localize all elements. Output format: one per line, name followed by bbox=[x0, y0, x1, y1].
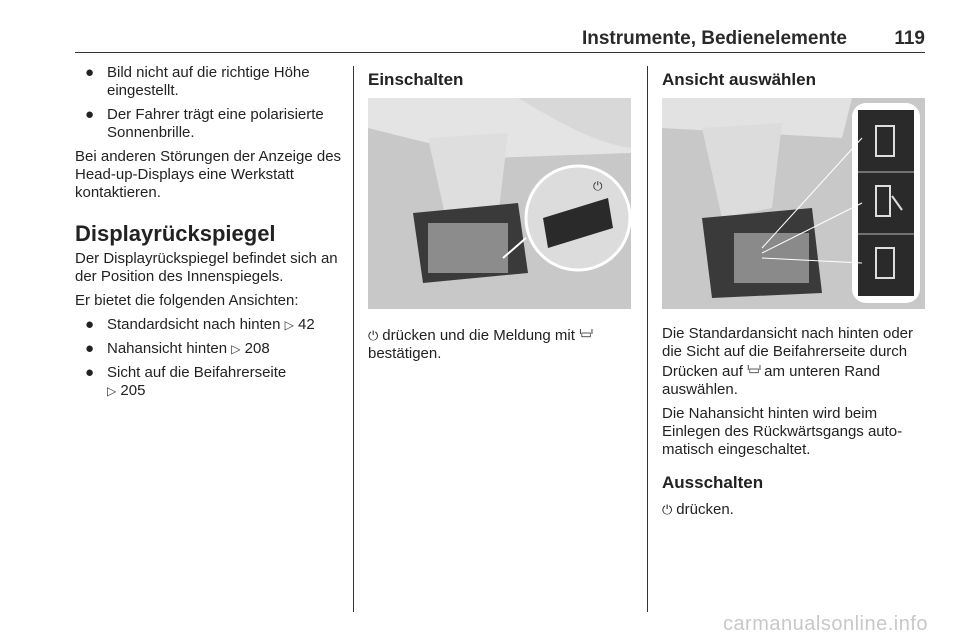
bullet-icon: ● bbox=[85, 340, 95, 357]
standard-text-1: Die Standardansicht nach hinten oder die Sicht auf die Beifahrerseite durch Drücken auf bbox=[662, 325, 914, 380]
power-icon: ⏻ bbox=[368, 328, 379, 343]
bullet-icon: ● bbox=[85, 364, 95, 381]
reference-arrow-icon: ▷ bbox=[231, 342, 241, 356]
paragraph-einschalten bbox=[368, 325, 638, 363]
standard-text-2: am unteren Rand auswählen. bbox=[662, 363, 881, 398]
mirror-views-illustration bbox=[662, 98, 925, 309]
heading-ausschalten: Ausschalten bbox=[662, 473, 764, 492]
page-reference[interactable] bbox=[285, 316, 315, 333]
watermark: carmanualsonline.info bbox=[722, 613, 928, 635]
column-middle bbox=[368, 64, 638, 369]
reference-page: 42 bbox=[298, 316, 315, 333]
section-title: Instrumente, Bedienelemente bbox=[581, 28, 847, 49]
column-divider-2 bbox=[647, 66, 648, 612]
paragraph-stoerungen: Bei anderen Störungen der Anzeige des Head-up-Displays eine Werkstatt kontaktieren. bbox=[75, 148, 342, 201]
einschalten-text-1: drücken und die Meldung mit bbox=[382, 327, 575, 344]
column-divider-1 bbox=[353, 66, 354, 612]
column-right bbox=[662, 64, 928, 525]
column-left bbox=[75, 64, 345, 406]
view-label: Standardsicht nach hinten bbox=[107, 316, 281, 333]
reference-page: 205 bbox=[120, 382, 146, 399]
reference-arrow-icon: ▷ bbox=[107, 384, 117, 398]
paragraph-nahansicht: Die Nahansicht hinten wird beim Einlegen des Rückwärtsgangs automatisch eingeschaltet. bbox=[662, 405, 903, 458]
screen-button-icon: ᑊ▭ᑊ bbox=[579, 327, 593, 341]
view-item-nahansicht bbox=[75, 340, 345, 358]
bullet-item bbox=[75, 106, 345, 142]
view-item-beifahrerseite bbox=[75, 364, 345, 400]
figure-mirror-power-button bbox=[368, 98, 631, 309]
view-label: Nahansicht hinten bbox=[107, 340, 228, 357]
paragraph-ansichten: Er bietet die folgenden Ansichten: bbox=[75, 292, 299, 309]
einschalten-text-2: bestätigen. bbox=[368, 345, 442, 362]
view-item-standard bbox=[75, 316, 345, 334]
header-rule bbox=[75, 52, 925, 53]
page-reference[interactable] bbox=[231, 340, 269, 357]
view-label: Sicht auf die Beifahrerseite bbox=[107, 364, 287, 381]
heading-displayrueckspiegel: Displayrückspiegel bbox=[75, 221, 276, 246]
bullet-icon: ● bbox=[85, 64, 95, 81]
ausschalten-text: drücken. bbox=[676, 501, 734, 518]
page-number: 119 bbox=[894, 28, 925, 49]
power-icon: ⏻ bbox=[662, 502, 673, 517]
bullet-text: Der Fahrer trägt eine polarisierte Sonnenbrille. bbox=[107, 106, 324, 141]
reference-arrow-icon: ▷ bbox=[284, 318, 294, 332]
page-header bbox=[75, 22, 925, 48]
svg-text:⏻: ⏻ bbox=[593, 179, 603, 193]
reference-page: 208 bbox=[244, 340, 270, 357]
bullet-text: Bild nicht auf die richtige Höhe eingestellt. bbox=[107, 64, 310, 99]
paragraph-ausschalten bbox=[662, 501, 928, 519]
bullet-icon: ● bbox=[85, 106, 95, 123]
bullet-item bbox=[75, 64, 345, 100]
page-reference[interactable] bbox=[107, 382, 145, 399]
bullet-icon: ● bbox=[85, 316, 95, 333]
paragraph-standardansicht bbox=[662, 325, 928, 399]
heading-einschalten: Einschalten bbox=[368, 70, 464, 89]
figure-mirror-view-selection bbox=[662, 98, 925, 309]
mirror-illustration bbox=[368, 98, 631, 309]
screen-button-icon: ᑊ▭ᑊ bbox=[747, 363, 760, 377]
paragraph-position: Der Displayrückspiegel befindet sich an der Position des Innenspiegels. bbox=[75, 250, 338, 285]
heading-ansicht-auswaehlen: Ansicht auswählen bbox=[662, 70, 816, 89]
